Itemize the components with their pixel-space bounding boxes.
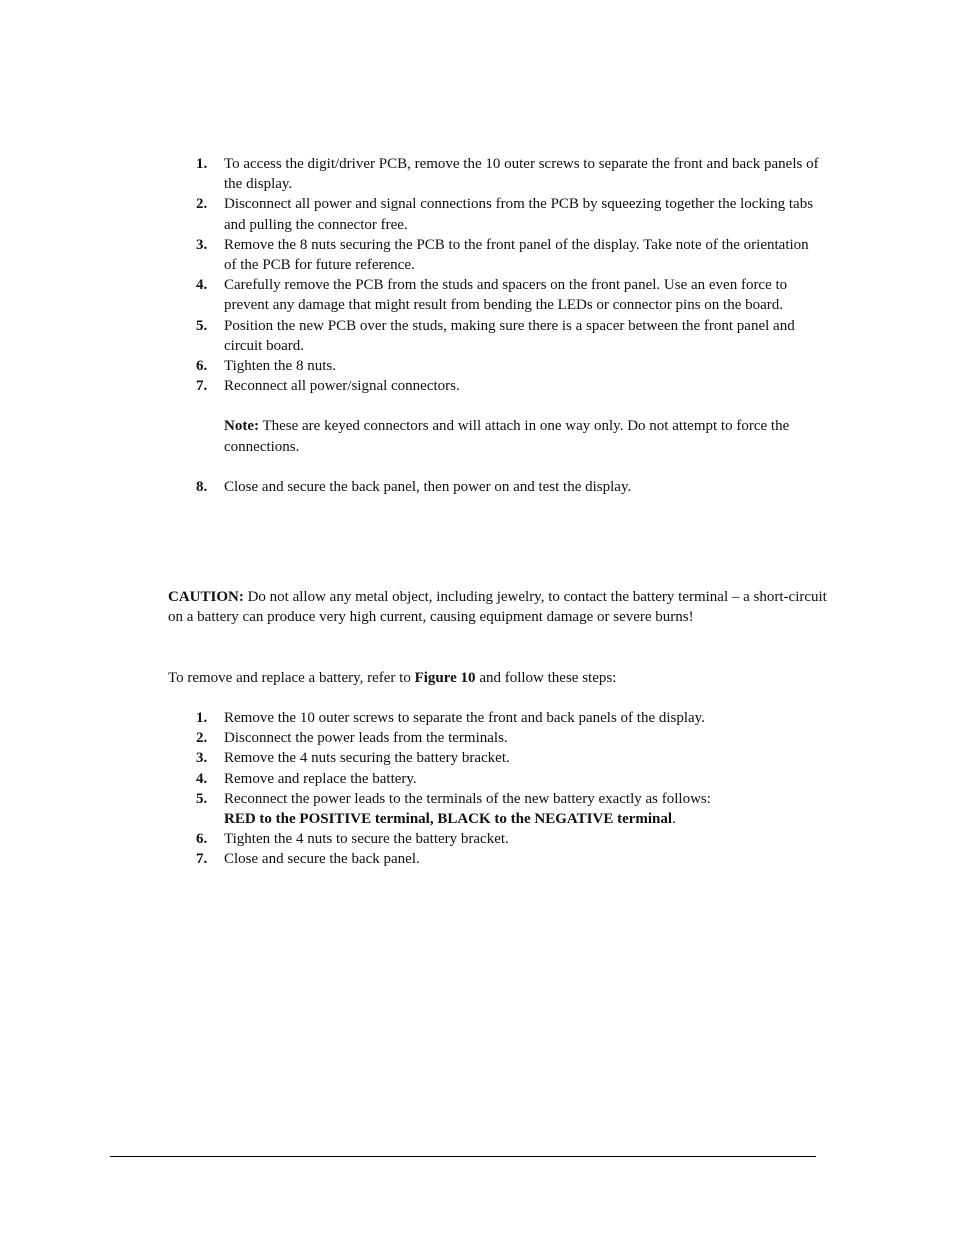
list-item (196, 154, 821, 194)
polarity-instruction: RED to the POSITIVE terminal, BLACK to the NEGATIVE terminal (224, 811, 673, 828)
caution-text: Do not allow any metal object, including jewelry, to contact the battery terminal – a short-circuit on a battery can produce very high current, causing equipment damage or severe burns! (168, 589, 827, 626)
step-text: Tighten the 4 nuts to secure the battery bracket. (224, 831, 509, 848)
caution-label: CAUTION: (168, 589, 244, 605)
list-item (196, 728, 821, 748)
polarity-period: . (672, 811, 676, 828)
step-number: 2. (196, 196, 208, 213)
list-item (196, 275, 821, 315)
list-item (196, 769, 821, 789)
step-number: 4. (196, 277, 208, 294)
list-item (196, 316, 821, 356)
step-number: 5. (196, 317, 208, 334)
footer-divider (110, 1156, 816, 1157)
step-number: 7. (196, 378, 208, 395)
list-item (196, 748, 821, 768)
step-number: 4. (196, 770, 208, 787)
caution-paragraph (168, 587, 828, 627)
step-text: Remove the 4 nuts securing the battery bracket. (224, 750, 510, 767)
step-text: Carefully remove the PCB from the studs and spacers on the front panel. Use an even force to prevent any damage that might result from bending the LEDs or connector pins on the board. (224, 277, 788, 314)
step-number: 2. (196, 730, 208, 747)
list-item (196, 789, 821, 829)
list-item (196, 235, 821, 275)
step-number: 8. (196, 478, 208, 495)
step-number: 1. (196, 710, 208, 726)
connector-note (224, 416, 821, 456)
step-number: 3. (196, 750, 208, 767)
step-text: Reconnect all power/signal connectors. (224, 378, 460, 395)
step-text: Remove and replace the battery. (224, 770, 417, 787)
step-text: Close and secure the back panel. (224, 851, 420, 868)
step-number: 6. (196, 358, 208, 375)
step-text: To access the digit/driver PCB, remove the 10 outer screws to separate the front and back panels of the display. (224, 156, 819, 193)
list-item (196, 376, 821, 457)
step-text: Remove the 10 outer screws to separate the front and back panels of the display. (224, 710, 705, 726)
battery-intro-paragraph (168, 668, 828, 688)
step-text: Remove the 8 nuts securing the PCB to the front panel of the display. Take note of the orientation of the PCB for future reference. (224, 236, 809, 274)
note-text: These are keyed connectors and will attach in one way only. Do not attempt to force the connections. (224, 418, 790, 455)
figure-reference: Figure 10 (414, 670, 476, 686)
step-number: 7. (196, 851, 208, 868)
list-item (196, 849, 821, 869)
list-item (196, 829, 821, 849)
note-label: Note: (224, 418, 259, 435)
step-text: Position the new PCB over the studs, making sure there is a spacer between the front panel and circuit board. (224, 317, 795, 354)
step-number: 3. (196, 236, 208, 253)
step-number: 6. (196, 831, 208, 848)
pcb-replacement-steps (196, 154, 821, 497)
step-text: Close and secure the back panel, then power on and test the display. (224, 478, 632, 495)
step-number: 1. (196, 156, 208, 172)
intro-text: To remove and replace a battery, refer to (168, 670, 415, 686)
step-text: Disconnect all power and signal connections from the PCB by squeezing together the locking tabs and pulling the connector free. (224, 196, 814, 233)
step-number: 5. (196, 790, 208, 807)
list-item (196, 356, 821, 376)
list-item (196, 477, 821, 497)
intro-text-end: and follow these steps: (475, 670, 617, 686)
list-item (196, 194, 821, 234)
list-item (196, 708, 821, 728)
step-text: Reconnect the power leads to the terminals of the new battery exactly as follows: (224, 790, 711, 807)
step-text: Disconnect the power leads from the terminals. (224, 730, 508, 747)
step-text: Tighten the 8 nuts. (224, 358, 336, 375)
battery-replacement-steps (196, 708, 821, 870)
